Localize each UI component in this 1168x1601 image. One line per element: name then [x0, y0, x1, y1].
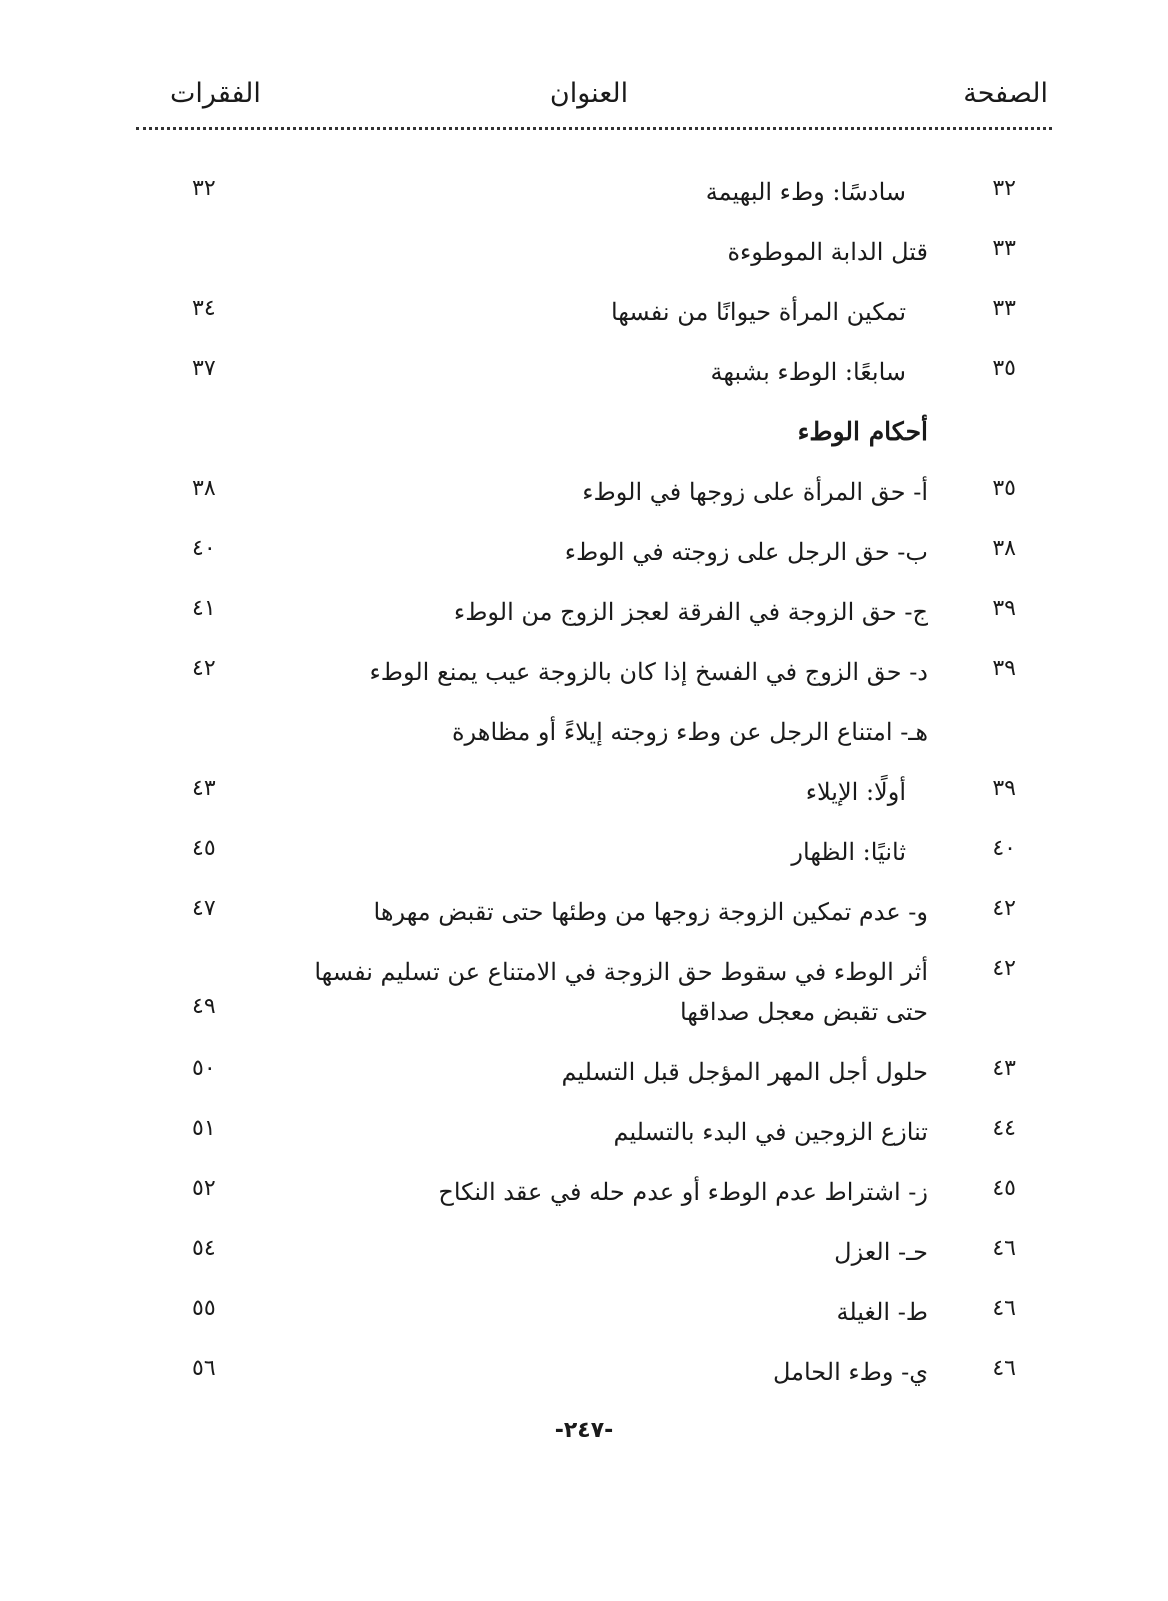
entry-title: قتل الدابة الموطوءة [727, 238, 928, 266]
entry-paragraph-number: ٥٠ [192, 1056, 216, 1081]
entry-paragraph-number: ٣٨ [192, 476, 216, 501]
toc-entry [0, 1160, 1168, 1220]
entry-page-number: ٣٩ [992, 776, 1016, 801]
entry-page-number: ٤٦ [992, 1236, 1016, 1261]
toc-entry [0, 400, 1168, 460]
entry-page-number: ٤٢ [992, 896, 1016, 921]
toc-entry [0, 880, 1168, 940]
entry-page-number: ٤٥ [992, 1176, 1016, 1201]
entry-paragraph-number: ٤٧ [192, 896, 216, 921]
entry-paragraph-number: ٣٧ [192, 356, 216, 381]
entry-paragraph-number: ٥٤ [192, 1236, 216, 1261]
entry-title: ز- اشتراط عدم الوطء أو عدم حله في عقد النكاح [438, 1178, 928, 1206]
entry-page-number: ٣٣ [992, 296, 1016, 321]
entry-title: ج- حق الزوجة في الفرقة لعجز الزوج من الوطء [453, 598, 928, 626]
toc-entry [0, 700, 1168, 760]
entry-paragraph-number: ٤٩ [192, 994, 216, 1019]
entry-title: تمكين المرأة حيوانًا من نفسها [610, 298, 906, 326]
entry-page-number: ٤٦ [992, 1296, 1016, 1321]
toc-entry [0, 1220, 1168, 1280]
entry-paragraph-number: ٤٣ [192, 776, 216, 801]
toc-entry [0, 640, 1168, 700]
entry-page-number: ٤٤ [992, 1116, 1016, 1141]
entry-paragraph-number: ٤٥ [192, 836, 216, 861]
toc-entry [0, 760, 1168, 820]
toc-entry [0, 1100, 1168, 1160]
entry-paragraph-number: ٤٢ [192, 656, 216, 681]
entry-paragraph-number: ٥٥ [192, 1296, 216, 1321]
entry-title: د- حق الزوج في الفسخ إذا كان بالزوجة عيب يمنع الوطء [369, 658, 928, 686]
entry-title: حـ- العزل [834, 1238, 928, 1266]
toc-entry [0, 1280, 1168, 1340]
toc-entry [0, 460, 1168, 520]
entry-page-number: ٤٢ [992, 956, 1016, 981]
entry-paragraph-number: ٥٦ [192, 1356, 216, 1381]
toc-entry [0, 280, 1168, 340]
toc-entry [0, 1340, 1168, 1400]
header-title-label: العنوان [549, 78, 629, 109]
entry-page-number: ٤٦ [992, 1356, 1016, 1381]
entry-title: و- عدم تمكين الزوجة زوجها من وطئها حتى تقبض مهرها [373, 898, 928, 926]
entry-title: أ- حق المرأة على زوجها في الوطء [582, 478, 928, 506]
entry-title: هـ- امتناع الرجل عن وطء زوجته إيلاءً أو مظاهرة [451, 718, 928, 746]
toc-entry [0, 820, 1168, 880]
toc-entry [0, 220, 1168, 280]
toc-entry [0, 340, 1168, 400]
toc-entry [0, 520, 1168, 580]
dotted-divider [136, 127, 1052, 130]
toc-entries [0, 160, 1168, 1400]
entry-paragraph-number: ٥١ [192, 1116, 216, 1141]
entry-title: أولًا: الإيلاء [805, 778, 906, 806]
entry-title: أثر الوطء في سقوط حق الزوجة في الامتناع عن تسليم نفسها حتى تقبض معجل صداقها [314, 958, 928, 1026]
entry-page-number: ٣٥ [992, 356, 1016, 381]
entry-paragraph-number: ٣٢ [192, 176, 216, 201]
entry-title: ط- الغيلة [836, 1298, 928, 1326]
entry-title: تنازع الزوجين في البدء بالتسليم [613, 1118, 928, 1146]
entry-title: ب- حق الرجل على زوجته في الوطء [564, 538, 928, 566]
entry-title: ثانيًا: الظهار [791, 838, 906, 866]
header-page-label: الصفحة [963, 78, 1048, 109]
entry-title: سادسًا: وطء البهيمة [705, 178, 906, 206]
entry-page-number: ٣٩ [992, 596, 1016, 621]
entry-paragraph-number: ٣٤ [192, 296, 216, 321]
section-heading: أحكام الوطء [797, 417, 928, 446]
entry-title: سابعًا: الوطء بشبهة [710, 358, 906, 386]
entry-paragraph-number: ٥٢ [192, 1176, 216, 1201]
page-number: -٢٤٧- [554, 1418, 614, 1443]
entry-page-number: ٣٥ [992, 476, 1016, 501]
entry-page-number: ٤٣ [992, 1056, 1016, 1081]
entry-paragraph-number: ٤٠ [192, 536, 216, 561]
entry-page-number: ٣٢ [992, 176, 1016, 201]
entry-paragraph-number: ٤١ [192, 596, 216, 621]
toc-entry [0, 160, 1168, 220]
toc-entry [0, 580, 1168, 640]
entry-page-number: ٤٠ [992, 836, 1016, 861]
entry-page-number: ٣٨ [992, 536, 1016, 561]
header-paragraphs-label: الفقرات [170, 78, 261, 109]
entry-page-number: ٣٩ [992, 656, 1016, 681]
toc-header [130, 78, 1048, 128]
toc-entry [0, 1040, 1168, 1100]
entry-title: ي- وطء الحامل [772, 1358, 928, 1386]
toc-entry [0, 940, 1168, 1040]
entry-title: حلول أجل المهر المؤجل قبل التسليم [561, 1058, 928, 1086]
entry-page-number: ٣٣ [992, 236, 1016, 261]
